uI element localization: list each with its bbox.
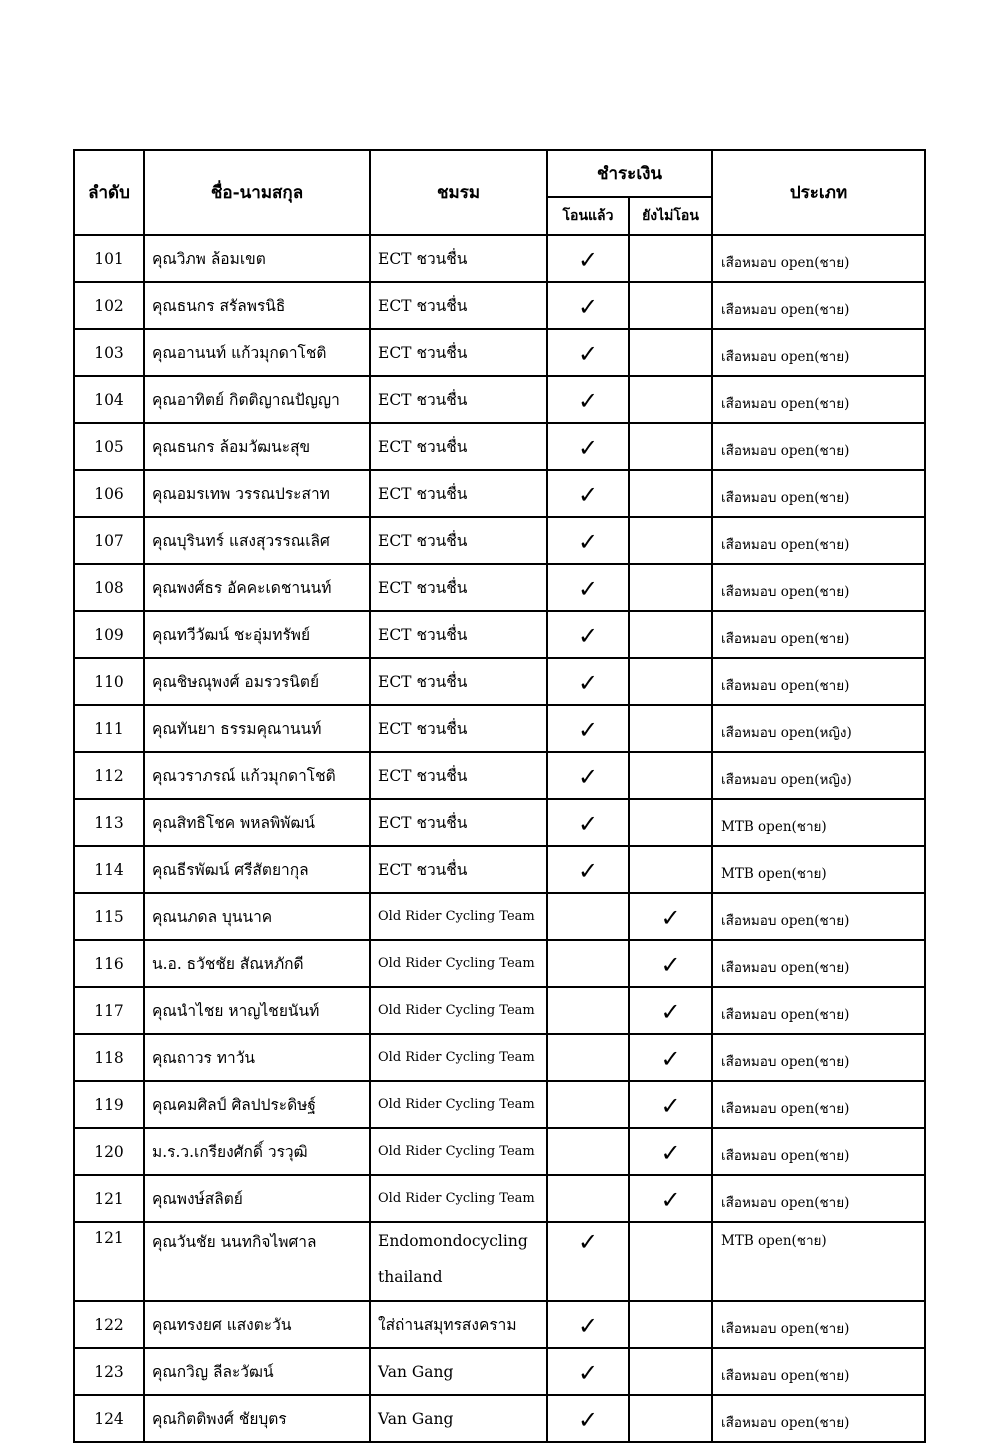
category: เสือหมอบ open(ชาย): [712, 517, 925, 564]
header-paid: โอนแล้ว: [547, 197, 629, 235]
unpaid-cell: [629, 705, 712, 752]
checkmark-icon: ✓: [660, 1138, 681, 1167]
checkmark-icon: ✓: [577, 1405, 599, 1434]
club-name: Old Rider Cycling Team: [370, 1081, 547, 1128]
unpaid-cell: [629, 1301, 712, 1348]
club-name: ECT ชวนชื่น: [370, 799, 547, 846]
club-name: Old Rider Cycling Team: [370, 893, 547, 940]
unpaid-cell: [629, 376, 712, 423]
table-row: [74, 1081, 925, 1128]
checkmark-icon: ✓: [577, 621, 599, 650]
row-number: 118: [74, 1034, 144, 1081]
row-number: 115: [74, 893, 144, 940]
row-number: 114: [74, 846, 144, 893]
paid-cell: [547, 705, 629, 752]
header-name: ชื่อ-นามสกุล: [144, 150, 370, 235]
category: เสือหมอบ open(ชาย): [712, 235, 925, 282]
category: เสือหมอบ open(ชาย): [712, 564, 925, 611]
checkmark-icon: ✓: [577, 386, 599, 415]
header-category: ประเภท: [712, 150, 925, 235]
club-name: ECT ชวนชื่น: [370, 517, 547, 564]
paid-cell: [547, 1348, 629, 1395]
paid-cell: [547, 940, 629, 987]
row-number: 113: [74, 799, 144, 846]
unpaid-cell: [629, 423, 712, 470]
unpaid-cell: [629, 1175, 712, 1222]
category: เสือหมอบ open(ชาย): [712, 1081, 925, 1128]
club-name: Old Rider Cycling Team: [370, 987, 547, 1034]
paid-cell: [547, 423, 629, 470]
checkmark-icon: ✓: [577, 574, 599, 603]
checkmark-icon: ✓: [577, 433, 599, 462]
category: เสือหมอบ open(ชาย): [712, 423, 925, 470]
participant-name: คุณวันชัย นนทกิจไพศาล: [144, 1222, 370, 1301]
table-row: [74, 282, 925, 329]
paid-cell: [547, 1175, 629, 1222]
row-number: 117: [74, 987, 144, 1034]
participant-name: ม.ร.ว.เกรียงศักดิ์ วรวุฒิ: [144, 1128, 370, 1175]
participant-name: คุณธีรพัฒน์ ศรีสัตยากุล: [144, 846, 370, 893]
category: เสือหมอบ open(หญิง): [712, 705, 925, 752]
paid-cell: [547, 1395, 629, 1442]
paid-cell: [547, 893, 629, 940]
category: เสือหมอบ open(ชาย): [712, 1348, 925, 1395]
club-name: ECT ชวนชื่น: [370, 376, 547, 423]
participant-name: คุณบุรินทร์ แสงสุวรรณเลิศ: [144, 517, 370, 564]
participant-name: คุณทันยา ธรรมคุณานนท์: [144, 705, 370, 752]
paid-cell: [547, 329, 629, 376]
table-row: [74, 470, 925, 517]
unpaid-cell: [629, 846, 712, 893]
checkmark-icon: ✓: [660, 997, 681, 1026]
checkmark-icon: ✓: [577, 715, 599, 744]
paid-cell: [547, 564, 629, 611]
checkmark-icon: ✓: [660, 950, 681, 979]
paid-cell: [547, 376, 629, 423]
paid-cell: [547, 1128, 629, 1175]
checkmark-icon: ✓: [577, 1358, 599, 1387]
participant-name: คุณวิภพ ล้อมเขต: [144, 235, 370, 282]
table-row: [74, 987, 925, 1034]
participant-table: [73, 149, 926, 1443]
participant-name: คุณวราภรณ์ แก้วมุกดาโชติ: [144, 752, 370, 799]
category: เสือหมอบ open(หญิง): [712, 752, 925, 799]
unpaid-cell: [629, 235, 712, 282]
table-row: [74, 705, 925, 752]
club-name: Old Rider Cycling Team: [370, 940, 547, 987]
club-name: Old Rider Cycling Team: [370, 1034, 547, 1081]
category: MTB open(ชาย): [712, 846, 925, 893]
row-number: 111: [74, 705, 144, 752]
category: เสือหมอบ open(ชาย): [712, 376, 925, 423]
row-number: 102: [74, 282, 144, 329]
table-row: [74, 517, 925, 564]
unpaid-cell: [629, 282, 712, 329]
unpaid-cell: [629, 1348, 712, 1395]
row-number: 122: [74, 1301, 144, 1348]
paid-cell: [547, 1081, 629, 1128]
paid-cell: [547, 799, 629, 846]
table-row: [74, 658, 925, 705]
row-number: 121: [74, 1222, 144, 1301]
paid-cell: [547, 611, 629, 658]
club-name: ECT ชวนชื่น: [370, 564, 547, 611]
checkmark-icon: ✓: [577, 339, 599, 368]
checkmark-icon: ✓: [577, 809, 599, 838]
row-number: 107: [74, 517, 144, 564]
table-row: [74, 329, 925, 376]
club-name: Van Gang: [370, 1395, 547, 1442]
category: เสือหมอบ open(ชาย): [712, 470, 925, 517]
header-payment: ชำระเงิน: [547, 150, 712, 197]
checkmark-icon: ✓: [577, 1228, 599, 1256]
participant-name: คุณธนกร สรัลพรนิธิ: [144, 282, 370, 329]
checkmark-icon: ✓: [660, 1185, 681, 1214]
participant-name: คุณพงษ์สลิตย์: [144, 1175, 370, 1222]
participant-name: คุณกวิญ ลีละวัฒน์: [144, 1348, 370, 1395]
category: เสือหมอบ open(ชาย): [712, 1128, 925, 1175]
club-name: ECT ชวนชื่น: [370, 235, 547, 282]
participant-name: คุณกิตติพงศ์ ชัยบุตร: [144, 1395, 370, 1442]
row-number: 112: [74, 752, 144, 799]
table-row: [74, 893, 925, 940]
row-number: 108: [74, 564, 144, 611]
unpaid-cell: [629, 799, 712, 846]
unpaid-cell: [629, 752, 712, 799]
row-number: 120: [74, 1128, 144, 1175]
table-row: [74, 1128, 925, 1175]
table-row: [74, 423, 925, 470]
participant-name: คุณอานนท์ แก้วมุกดาโชติ: [144, 329, 370, 376]
unpaid-cell: [629, 1395, 712, 1442]
paid-cell: [547, 1034, 629, 1081]
unpaid-cell: [629, 470, 712, 517]
category: เสือหมอบ open(ชาย): [712, 1395, 925, 1442]
row-number: 119: [74, 1081, 144, 1128]
category: เสือหมอบ open(ชาย): [712, 893, 925, 940]
participant-name: คุณพงศ์ธร อัคคะเดชานนท์: [144, 564, 370, 611]
row-number: 105: [74, 423, 144, 470]
header-order: ลำดับ: [74, 150, 144, 235]
unpaid-cell: [629, 564, 712, 611]
paid-cell: [547, 752, 629, 799]
participant-name: คุณอมรเทพ วรรณประสาท: [144, 470, 370, 517]
participant-name: คุณทรงยศ แสงตะวัน: [144, 1301, 370, 1348]
table-row: [74, 1222, 925, 1301]
row-number: 110: [74, 658, 144, 705]
category: MTB open(ชาย): [712, 799, 925, 846]
checkmark-icon: ✓: [577, 292, 599, 321]
club-name: ECT ชวนชื่น: [370, 611, 547, 658]
table-row: [74, 564, 925, 611]
participant-name: คุณคมศิลป์ ศิลปประดิษฐ์: [144, 1081, 370, 1128]
category: เสือหมอบ open(ชาย): [712, 1301, 925, 1348]
table-row: [74, 1034, 925, 1081]
header-row: [74, 150, 925, 197]
checkmark-icon: ✓: [577, 762, 599, 791]
checkmark-icon: ✓: [577, 480, 599, 509]
paid-cell: [547, 1301, 629, 1348]
checkmark-icon: ✓: [577, 1311, 599, 1340]
unpaid-cell: [629, 329, 712, 376]
participant-name: คุณธนกร ล้อมวัฒนะสุข: [144, 423, 370, 470]
unpaid-cell: [629, 1222, 712, 1301]
table-row: [74, 752, 925, 799]
category: เสือหมอบ open(ชาย): [712, 658, 925, 705]
checkmark-icon: ✓: [577, 856, 599, 885]
participant-name: คุณชิษณุพงศ์ อมรวรนิตย์: [144, 658, 370, 705]
row-number: 124: [74, 1395, 144, 1442]
row-number: 106: [74, 470, 144, 517]
paid-cell: [547, 517, 629, 564]
checkmark-icon: ✓: [660, 903, 681, 932]
unpaid-cell: [629, 893, 712, 940]
row-number: 109: [74, 611, 144, 658]
table-row: [74, 799, 925, 846]
category: เสือหมอบ open(ชาย): [712, 940, 925, 987]
club-name: Van Gang: [370, 1348, 547, 1395]
participant-name: น.อ. ธวัชชัย สัณหภักดี: [144, 940, 370, 987]
row-number: 123: [74, 1348, 144, 1395]
club-name: ECT ชวนชื่น: [370, 470, 547, 517]
club-name: ECT ชวนชื่น: [370, 282, 547, 329]
participant-name: คุณทวีวัฒน์ ชะอุ่มทรัพย์: [144, 611, 370, 658]
club-name: Endomondocycling thailand: [370, 1222, 547, 1301]
checkmark-icon: ✓: [660, 1044, 681, 1073]
club-name: ECT ชวนชื่น: [370, 423, 547, 470]
category: เสือหมอบ open(ชาย): [712, 987, 925, 1034]
header-unpaid: ยังไม่โอน: [629, 197, 712, 235]
unpaid-cell: [629, 987, 712, 1034]
unpaid-cell: [629, 1128, 712, 1175]
participant-name: คุณสิทธิโชค พหลพิพัฒน์: [144, 799, 370, 846]
paid-cell: [547, 987, 629, 1034]
table-row: [74, 1348, 925, 1395]
unpaid-cell: [629, 940, 712, 987]
participant-name: คุณอาทิตย์ กิตติญาณปัญญา: [144, 376, 370, 423]
club-name: ECT ชวนชื่น: [370, 752, 547, 799]
table-row: [74, 1175, 925, 1222]
table-row: [74, 235, 925, 282]
category: เสือหมอบ open(ชาย): [712, 611, 925, 658]
checkmark-icon: ✓: [577, 527, 599, 556]
club-name: ECT ชวนชื่น: [370, 658, 547, 705]
table-row: [74, 1301, 925, 1348]
checkmark-icon: ✓: [660, 1091, 681, 1120]
club-name: ECT ชวนชื่น: [370, 705, 547, 752]
category: เสือหมอบ open(ชาย): [712, 1175, 925, 1222]
row-number: 103: [74, 329, 144, 376]
club-name: ECT ชวนชื่น: [370, 329, 547, 376]
unpaid-cell: [629, 1081, 712, 1128]
unpaid-cell: [629, 1034, 712, 1081]
category: MTB open(ชาย): [712, 1222, 925, 1301]
row-number: 116: [74, 940, 144, 987]
row-number: 101: [74, 235, 144, 282]
table-body: [74, 235, 925, 1442]
unpaid-cell: [629, 611, 712, 658]
table-row: [74, 846, 925, 893]
row-number: 104: [74, 376, 144, 423]
paid-cell: [547, 846, 629, 893]
table-row: [74, 940, 925, 987]
club-name: ECT ชวนชื่น: [370, 846, 547, 893]
checkmark-icon: ✓: [577, 668, 599, 697]
category: เสือหมอบ open(ชาย): [712, 282, 925, 329]
club-name: Old Rider Cycling Team: [370, 1175, 547, 1222]
category: เสือหมอบ open(ชาย): [712, 329, 925, 376]
paid-cell: [547, 1222, 629, 1301]
table-row: [74, 611, 925, 658]
paid-cell: [547, 470, 629, 517]
row-number: 121: [74, 1175, 144, 1222]
header-club: ชมรม: [370, 150, 547, 235]
club-name: ใส่ถ่านสมุทรสงคราม: [370, 1301, 547, 1348]
paid-cell: [547, 235, 629, 282]
checkmark-icon: ✓: [577, 245, 599, 274]
unpaid-cell: [629, 658, 712, 705]
participant-name: คุณถาวร ทาวัน: [144, 1034, 370, 1081]
table-row: [74, 376, 925, 423]
category: เสือหมอบ open(ชาย): [712, 1034, 925, 1081]
table-row: [74, 1395, 925, 1442]
participant-name: คุณนภดล บุนนาค: [144, 893, 370, 940]
participant-name: คุณนำไชย หาญไชยนันท์: [144, 987, 370, 1034]
club-name: Old Rider Cycling Team: [370, 1128, 547, 1175]
paid-cell: [547, 282, 629, 329]
paid-cell: [547, 658, 629, 705]
unpaid-cell: [629, 517, 712, 564]
